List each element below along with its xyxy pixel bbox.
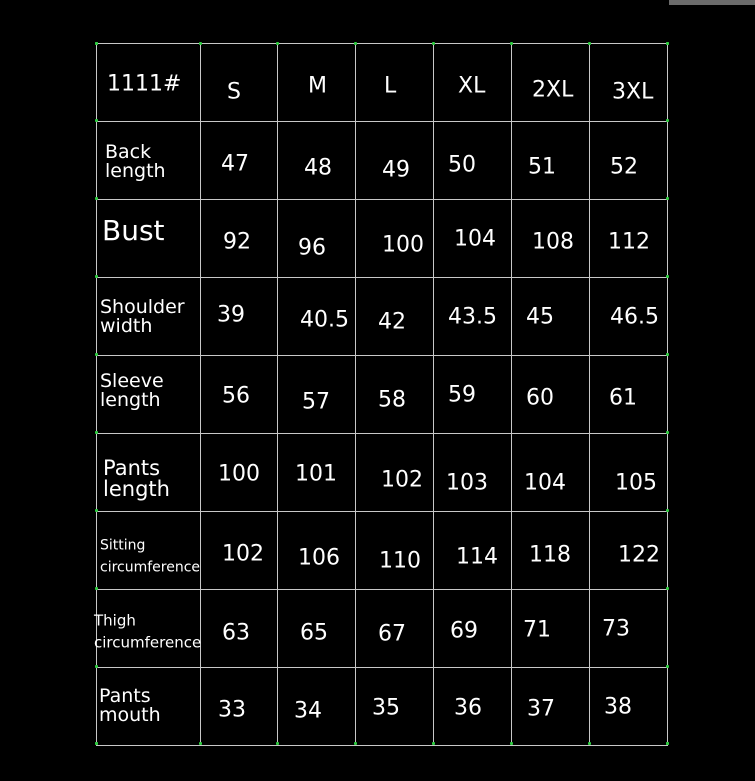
measurement-value: 48 [304,155,332,181]
measurement-value: 50 [448,152,476,178]
grid-node [354,742,357,745]
measurement-value: 114 [456,544,498,570]
row-label: Back length [105,141,166,183]
value-cell [356,668,434,746]
value-cell [590,122,668,200]
measurement-value: 69 [450,618,478,644]
value-cell [434,668,512,746]
grid-node [510,742,513,745]
value-cell [434,122,512,200]
grid-node [588,42,591,45]
measurement-value: 61 [609,385,637,411]
measurement-value: 35 [372,695,400,721]
row-label-cell [97,434,201,512]
value-cell [590,590,668,668]
value-cell [590,434,668,512]
measurement-value: 60 [526,385,554,411]
measurement-value: 122 [618,542,660,568]
measurement-value: 96 [298,235,326,261]
value-cell [590,356,668,434]
row-label: Thigh circumference [94,611,202,652]
size-chart-table [96,43,668,746]
grid-node [95,742,98,745]
size-header-cell [201,44,278,122]
measurement-value: 36 [454,695,482,721]
measurement-value: 105 [615,470,657,496]
value-cell [278,356,356,434]
value-cell [434,356,512,434]
measurement-value: 65 [300,620,328,646]
measurement-value: 57 [302,389,330,415]
grid-node [95,587,98,590]
value-cell [278,512,356,590]
table-row [97,356,668,434]
value-cell [512,122,590,200]
measurement-value: 63 [222,620,250,646]
table-row [97,590,668,668]
measurement-value: 101 [295,461,337,487]
size-label: XL [458,73,486,99]
measurement-value: 102 [222,541,264,567]
grid-node [199,42,202,45]
table-row [97,668,668,746]
grid-node [666,431,669,434]
measurement-value: 92 [223,229,251,255]
measurement-value: 106 [298,545,340,571]
value-cell [356,590,434,668]
value-cell [278,200,356,278]
value-cell [278,590,356,668]
value-cell [201,434,278,512]
table-row [97,278,668,356]
row-label: Bust [102,213,165,247]
value-cell [201,668,278,746]
size-label: 2XL [532,77,574,103]
value-cell [278,278,356,356]
value-cell [434,590,512,668]
grid-node [95,119,98,122]
size-header-cell [356,44,434,122]
value-cell [201,590,278,668]
row-label: Pants length [103,455,170,501]
row-label: Shoulder width [100,295,185,337]
grid-node [666,509,669,512]
grid-node [95,353,98,356]
value-cell [512,278,590,356]
value-cell [434,434,512,512]
measurement-value: 59 [448,382,476,408]
value-cell [278,668,356,746]
size-header-row [97,44,668,122]
value-cell [512,668,590,746]
value-cell [590,512,668,590]
measurement-value: 38 [604,694,632,719]
measurement-value: 47 [221,151,249,177]
measurement-value: 112 [608,229,650,255]
grid-node [95,431,98,434]
grid-node [666,197,669,200]
measurement-value: 42 [378,309,406,335]
row-label-cell [97,668,201,746]
grid-node [510,42,513,45]
window-edge-bar [669,0,755,5]
value-cell [512,512,590,590]
measurement-value: 51 [528,154,556,180]
grid-node [95,665,98,668]
grid-node [666,742,669,745]
grid-node [666,42,669,45]
value-cell [512,356,590,434]
row-label: Sleeve length [100,370,164,412]
grid-node [666,587,669,590]
row-label-cell [97,200,201,278]
measurement-value: 33 [218,697,246,723]
measurement-value: 56 [222,383,250,409]
value-cell [356,200,434,278]
grid-node [666,275,669,278]
table-row [97,512,668,590]
value-cell [356,122,434,200]
grid-node [666,119,669,122]
measurement-value: 104 [454,226,496,251]
value-cell [512,590,590,668]
grid-node [666,665,669,668]
grid-node [354,42,357,45]
value-cell [356,512,434,590]
measurement-value: 39 [217,302,245,328]
style-code: 1111# [107,71,182,97]
grid-node [95,42,98,45]
value-cell [434,512,512,590]
measurement-value: 100 [382,232,424,258]
size-header-cell [590,44,668,122]
value-cell [356,434,434,512]
value-cell [590,278,668,356]
grid-node [666,353,669,356]
measurement-value: 43.5 [448,304,497,329]
table-row [97,434,668,512]
measurement-value: 67 [378,621,406,647]
grid-node [432,42,435,45]
value-cell [434,278,512,356]
measurement-value: 34 [294,698,322,724]
grid-node [95,275,98,278]
row-label-cell [97,122,201,200]
value-cell [278,122,356,200]
value-cell [512,434,590,512]
row-label-cell [94,590,202,668]
grid-node [276,742,279,745]
size-label: S [227,79,241,105]
size-label: M [308,73,327,99]
measurement-value: 46.5 [610,304,659,329]
row-label-cell [97,512,201,590]
value-cell [201,200,278,278]
value-cell [590,668,668,746]
value-cell [356,356,434,434]
row-label: Sitting circumference [100,537,201,576]
measurement-value: 103 [446,470,488,496]
size-header-cell [278,44,356,122]
measurement-value: 49 [382,157,410,183]
measurement-value: 108 [532,229,574,255]
table-row [97,122,668,200]
value-cell [278,434,356,512]
value-cell [201,512,278,590]
grid-node [199,742,202,745]
value-cell [201,278,278,356]
grid-node [276,42,279,45]
measurement-value: 37 [527,696,555,722]
value-cell [201,122,278,200]
table-row [97,200,668,278]
measurement-value: 45 [526,304,554,329]
size-header-cell [512,44,590,122]
row-label-cell [97,356,201,434]
measurement-value: 100 [218,461,260,487]
row-label: Pants mouth [99,684,161,726]
size-header-cell [434,44,512,122]
measurement-value: 118 [529,542,571,568]
measurement-value: 73 [602,616,630,641]
measurement-value: 40.5 [300,307,349,333]
measurement-value: 104 [524,470,566,496]
corner-cell [97,44,201,122]
value-cell [356,278,434,356]
measurement-value: 52 [610,154,638,180]
value-cell [512,200,590,278]
grid-node [95,509,98,512]
measurement-value: 58 [378,387,406,413]
grid-node [588,742,591,745]
value-cell [590,200,668,278]
size-label: L [384,73,397,99]
row-label-cell [97,278,201,356]
measurement-value: 110 [379,548,421,573]
measurement-value: 102 [381,467,423,493]
grid-node [95,197,98,200]
measurement-value: 71 [523,617,551,643]
value-cell [434,200,512,278]
value-cell [201,356,278,434]
size-label: 3XL [612,79,654,105]
grid-node [432,742,435,745]
